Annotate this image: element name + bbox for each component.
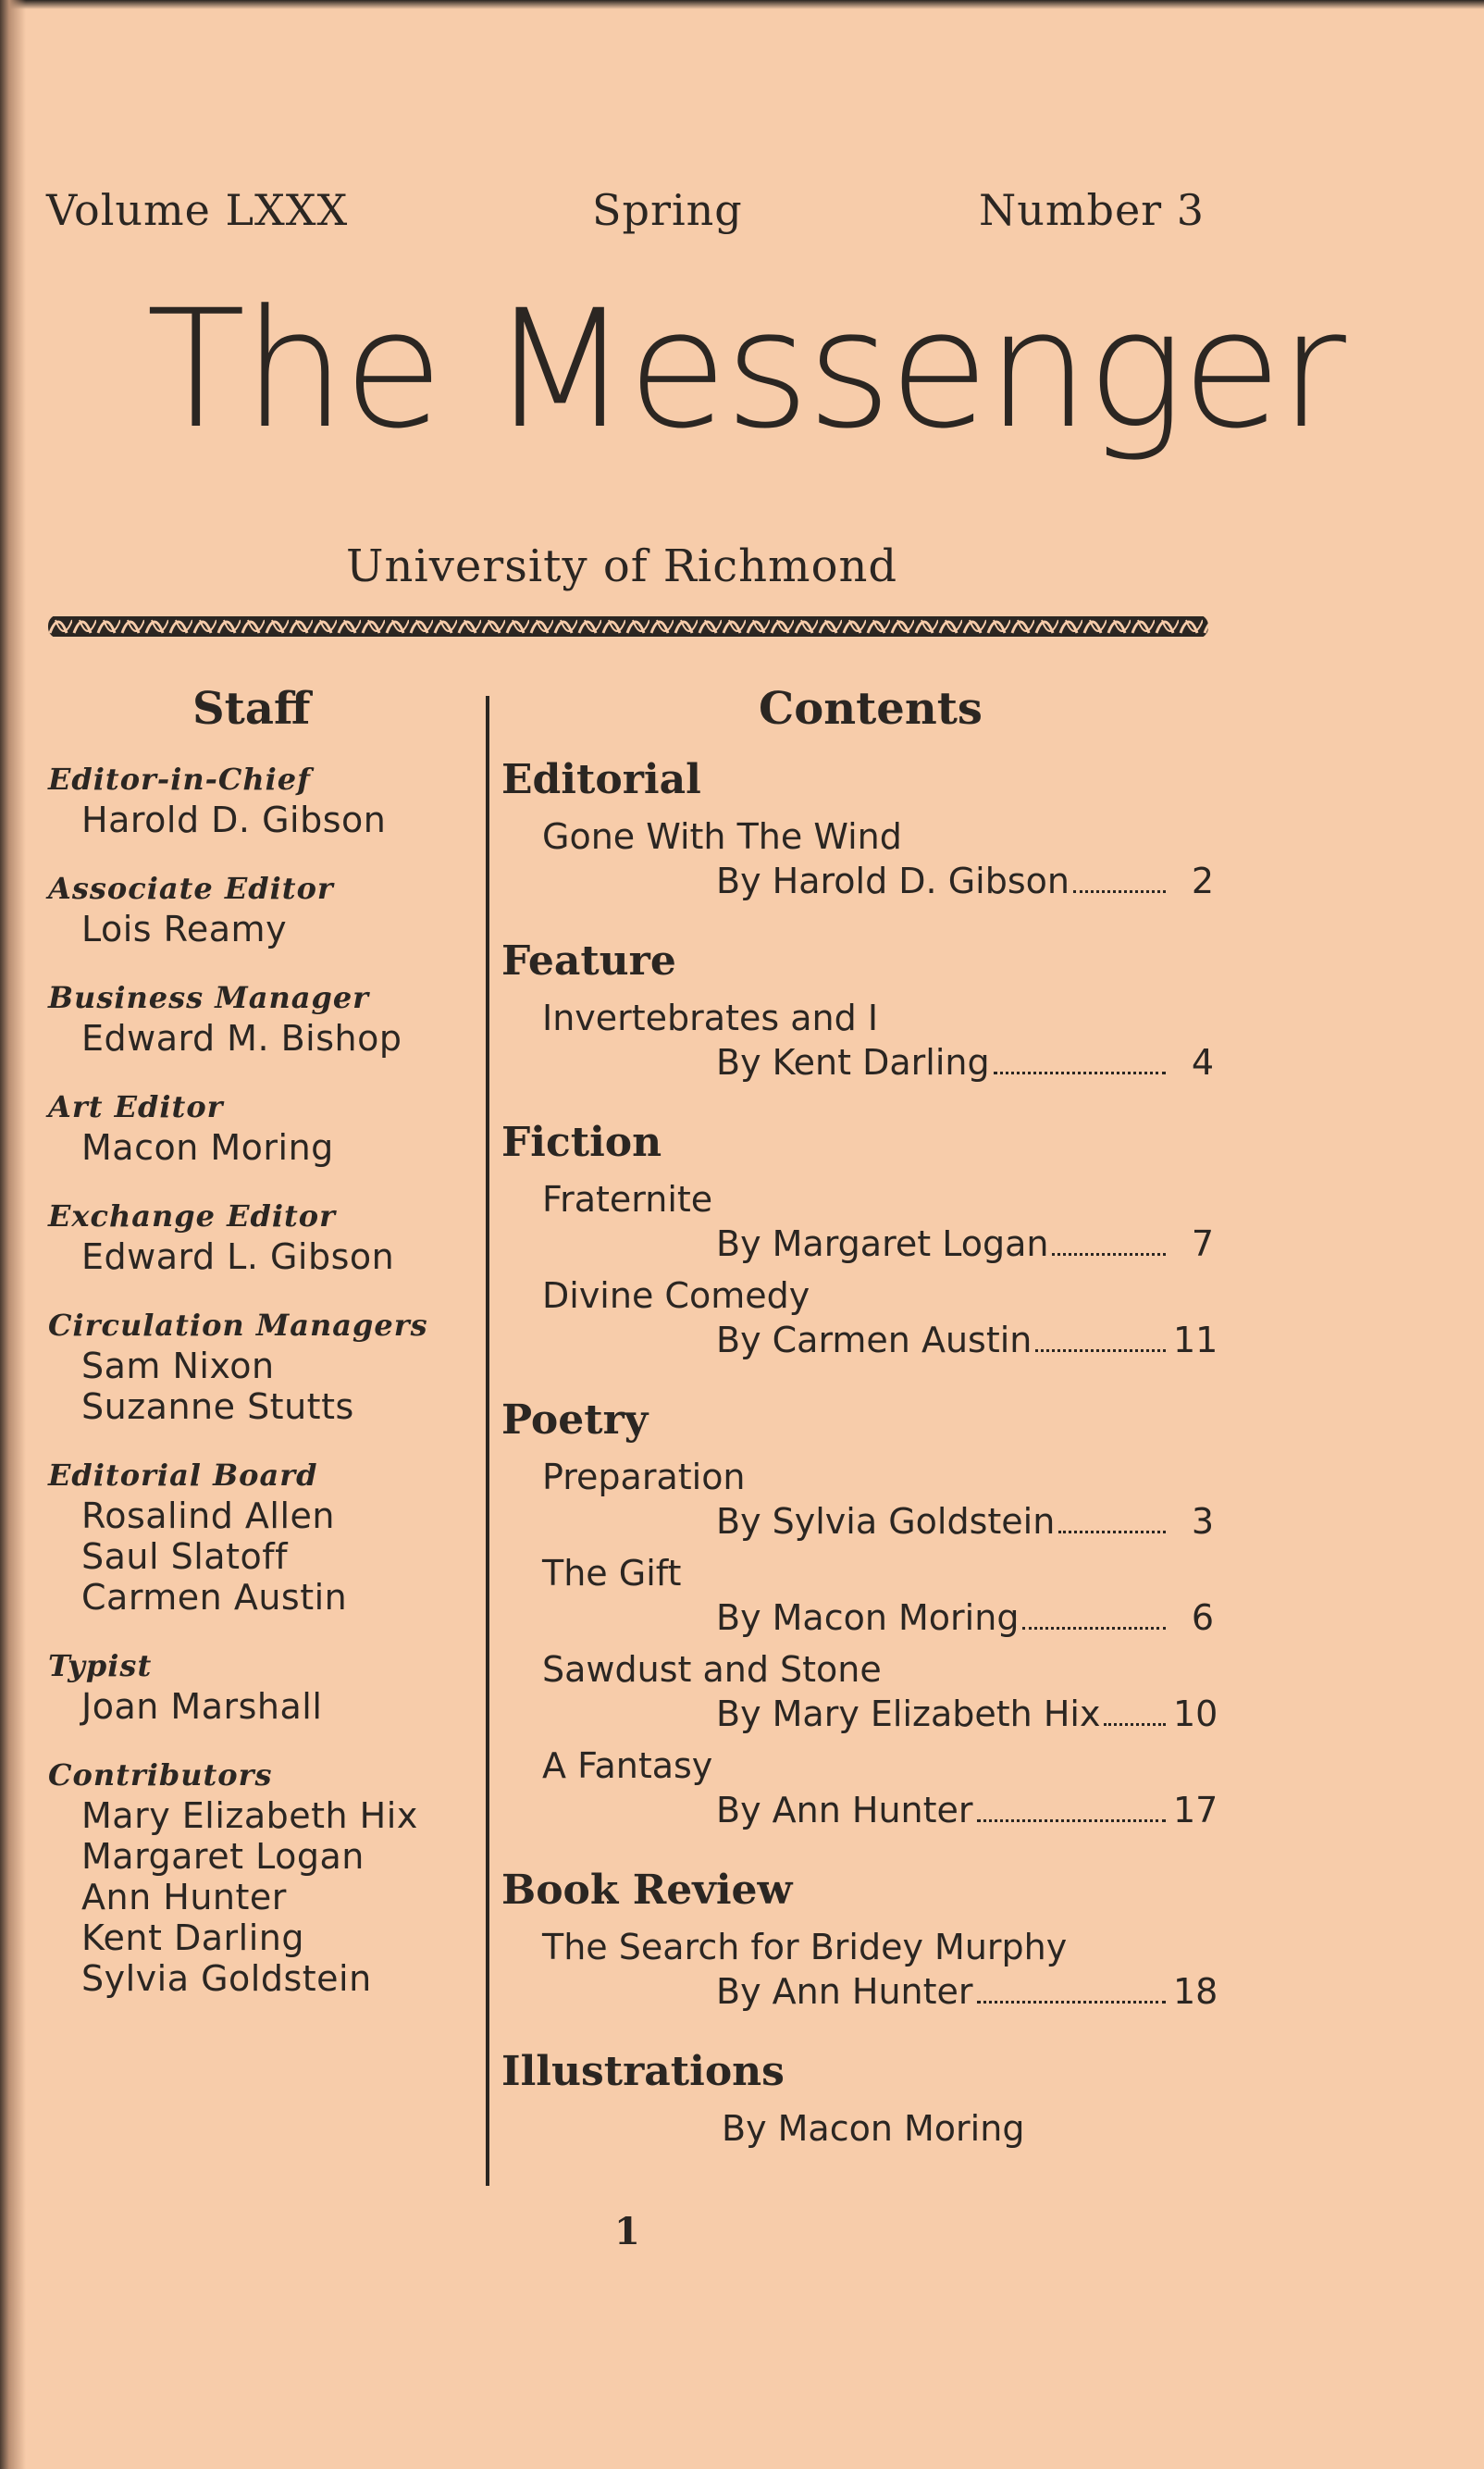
section-title: Poetry bbox=[501, 1396, 649, 1444]
entry-title: Sawdust and Stone bbox=[542, 1649, 882, 1690]
dot-leader bbox=[1104, 1723, 1166, 1726]
entry-byline-row bbox=[501, 1595, 1214, 1640]
dot-leader bbox=[977, 2001, 1166, 2004]
dot-leader bbox=[1058, 1531, 1166, 1533]
staff-group bbox=[48, 1645, 474, 1727]
staff-member-name: Edward M. Bishop bbox=[81, 1018, 402, 1059]
entry-byline-row bbox=[501, 1692, 1218, 1736]
entry-page-number: 7 bbox=[1191, 1223, 1214, 1264]
entry-author: By Sylvia Goldstein bbox=[716, 1501, 1056, 1542]
magazine-title: The Messenger bbox=[146, 275, 1343, 465]
contents-entry bbox=[501, 1743, 1218, 1832]
staff-list bbox=[48, 759, 474, 2027]
entry-title: Divine Comedy bbox=[542, 1275, 810, 1316]
entry-page-number: 2 bbox=[1191, 861, 1214, 901]
staff-role: Editor-in-Chief bbox=[48, 762, 311, 797]
staff-member-name: Suzanne Stutts bbox=[81, 1386, 354, 1427]
entry-author: By Ann Hunter bbox=[716, 1790, 973, 1830]
contents-entry bbox=[501, 1551, 1214, 1640]
entry-title: Invertebrates and I bbox=[542, 998, 879, 1038]
issue-number-label: Number 3 bbox=[979, 185, 1206, 235]
entry-byline-row bbox=[501, 1788, 1218, 1832]
column-divider bbox=[486, 696, 489, 2186]
season-label: Spring bbox=[592, 185, 743, 235]
contents-entry bbox=[501, 1177, 1214, 1266]
binding-spine bbox=[0, 0, 26, 2469]
entry-page-number: 17 bbox=[1173, 1790, 1218, 1830]
contents-entry bbox=[501, 1455, 1214, 1544]
entry-title: Gone With The Wind bbox=[542, 816, 902, 857]
staff-member-name: Kent Darling bbox=[81, 1917, 304, 1958]
staff-heading: Staff bbox=[192, 683, 311, 735]
staff-member-name: Harold D. Gibson bbox=[81, 800, 387, 840]
dot-leader bbox=[1073, 890, 1166, 893]
entry-byline-row bbox=[501, 1499, 1214, 1544]
entry-title: Fraternite bbox=[542, 1179, 713, 1220]
staff-role: Associate Editor bbox=[48, 871, 334, 906]
contents-section bbox=[501, 1114, 1218, 1362]
staff-member-name: Margaret Logan bbox=[81, 1836, 365, 1877]
section-title: Illustrations bbox=[501, 2048, 785, 2095]
entry-title: Preparation bbox=[542, 1457, 746, 1497]
staff-member-name: Joan Marshall bbox=[81, 1686, 323, 1727]
entry-author: By Kent Darling bbox=[716, 1042, 990, 1083]
entry-title: The Gift bbox=[542, 1553, 682, 1594]
entry-author: By Mary Elizabeth Hix bbox=[716, 1694, 1101, 1734]
staff-member-name: Sylvia Goldstein bbox=[81, 1958, 372, 1999]
entry-page-number: 3 bbox=[1191, 1501, 1214, 1542]
staff-group bbox=[48, 1086, 474, 1168]
contents-list bbox=[501, 751, 1218, 2180]
staff-member-name: Ann Hunter bbox=[81, 1877, 287, 1917]
entry-title: A Fantasy bbox=[542, 1745, 713, 1786]
staff-role: Art Editor bbox=[48, 1089, 224, 1124]
entry-title: The Search for Bridey Murphy bbox=[542, 1927, 1068, 1967]
contents-section bbox=[501, 1862, 1218, 2014]
entry-page-number: 4 bbox=[1191, 1042, 1214, 1083]
entry-byline-row bbox=[501, 859, 1214, 903]
entry-author: By Ann Hunter bbox=[716, 1971, 973, 2012]
entry-byline-row bbox=[501, 1318, 1218, 1362]
entry-byline-row bbox=[501, 1040, 1214, 1085]
section-title: Feature bbox=[501, 937, 676, 985]
dot-leader bbox=[994, 1072, 1166, 1074]
staff-member-name: Mary Elizabeth Hix bbox=[81, 1795, 418, 1836]
staff-member-name: Lois Reamy bbox=[81, 909, 288, 949]
page-top-shadow bbox=[0, 0, 1484, 9]
staff-role: Business Manager bbox=[48, 980, 370, 1015]
section-title: Fiction bbox=[501, 1119, 662, 1166]
staff-group bbox=[48, 1196, 474, 1277]
section-title: Editorial bbox=[501, 756, 701, 803]
contents-entry bbox=[501, 814, 1214, 903]
staff-role: Circulation Managers bbox=[48, 1308, 428, 1343]
staff-member-name: Saul Slatoff bbox=[81, 1536, 288, 1577]
staff-member-name: Carmen Austin bbox=[81, 1577, 348, 1618]
contents-heading: Contents bbox=[759, 683, 983, 735]
entry-author: By Harold D. Gibson bbox=[716, 861, 1070, 901]
staff-group bbox=[48, 1755, 474, 1999]
contents-section bbox=[501, 933, 1214, 1085]
contents-entry bbox=[501, 1647, 1218, 1736]
contents-section-illustrations bbox=[501, 2043, 1214, 2151]
dot-leader bbox=[1022, 1627, 1166, 1630]
entry-author: By Carmen Austin bbox=[716, 1320, 1033, 1360]
contents-section bbox=[501, 1392, 1218, 1832]
entry-byline-row bbox=[501, 1969, 1218, 2014]
staff-role: Contributors bbox=[48, 1757, 273, 1793]
staff-role: Typist bbox=[48, 1648, 153, 1683]
staff-group bbox=[48, 868, 474, 949]
contents-entry bbox=[501, 1925, 1218, 2014]
staff-group bbox=[48, 1455, 474, 1618]
staff-group bbox=[48, 1305, 474, 1427]
entry-page-number: 18 bbox=[1173, 1971, 1218, 2012]
staff-member-name: Rosalind Allen bbox=[81, 1495, 336, 1536]
entry-page-number: 6 bbox=[1191, 1597, 1214, 1638]
volume-label: Volume LXXX bbox=[46, 185, 349, 235]
entry-page-number: 10 bbox=[1173, 1694, 1218, 1734]
staff-member-name: Edward L. Gibson bbox=[81, 1236, 395, 1277]
dot-leader bbox=[1052, 1253, 1166, 1256]
magazine-subtitle: University of Richmond bbox=[346, 540, 898, 592]
entry-author: By Margaret Logan bbox=[716, 1223, 1049, 1264]
staff-member-name: Sam Nixon bbox=[81, 1346, 275, 1386]
staff-member-name: Macon Moring bbox=[81, 1127, 334, 1168]
staff-group bbox=[48, 977, 474, 1059]
rope-divider-ornament bbox=[48, 614, 1208, 639]
dot-leader bbox=[977, 1819, 1166, 1822]
entry-byline-row bbox=[501, 1222, 1214, 1266]
contents-entry bbox=[501, 1273, 1218, 1362]
staff-role: Exchange Editor bbox=[48, 1198, 336, 1234]
dot-leader bbox=[1035, 1349, 1166, 1352]
contents-entry bbox=[501, 996, 1214, 1085]
contents-section bbox=[501, 751, 1214, 903]
entry-author: By Macon Moring bbox=[716, 1597, 1020, 1638]
staff-group bbox=[48, 759, 474, 840]
entry-page-number: 11 bbox=[1173, 1320, 1218, 1360]
page-number: 1 bbox=[614, 2210, 640, 2253]
illustrations-credit: By Macon Moring bbox=[722, 2108, 1025, 2149]
staff-role: Editorial Board bbox=[48, 1458, 318, 1493]
section-title: Book Review bbox=[501, 1867, 793, 1914]
